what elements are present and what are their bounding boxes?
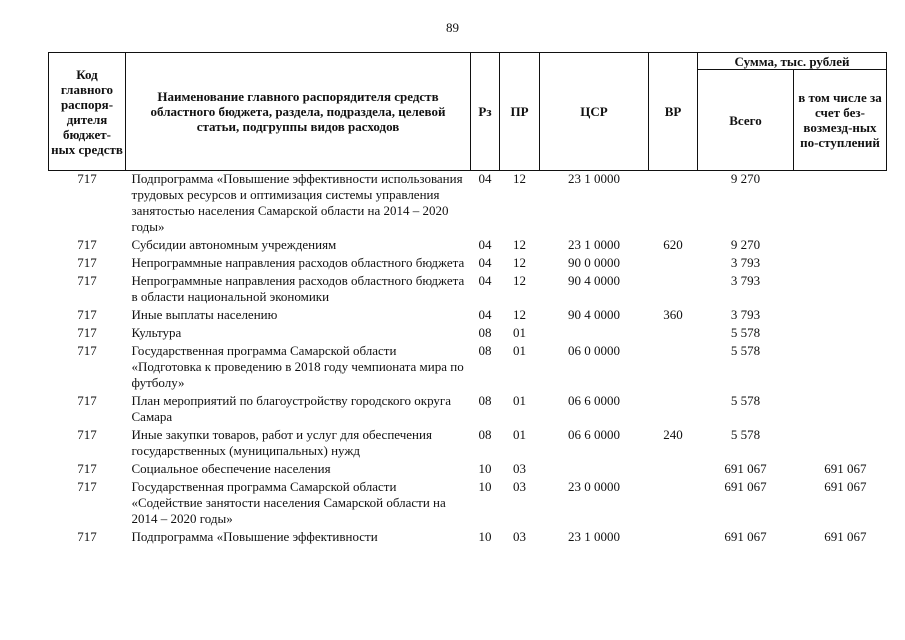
- cell-code: 717: [77, 325, 97, 340]
- cell-csr: 06 6 0000: [568, 393, 620, 408]
- cell-vr: [649, 171, 698, 238]
- cell-code: 717: [77, 255, 97, 270]
- cell-csr: 23 0 0000: [568, 479, 620, 494]
- cell-total: 5 578: [730, 325, 761, 340]
- cell-name: Подпрограмма «Повышение эффективности использования трудовых ресурсов и оптимизация системы управления занятостью населения Самарской области на 2014 – 2020 годы»: [131, 171, 463, 234]
- cell-name: Иные выплаты населению: [131, 307, 278, 322]
- cell-free: [794, 237, 887, 255]
- cell-code: 717: [77, 307, 97, 322]
- header-pr: ПР: [500, 53, 540, 171]
- cell-vr: [649, 393, 698, 427]
- header-code: Код главного распоря-дителя бюджет-ных средств: [49, 53, 126, 171]
- table-row: [49, 343, 887, 393]
- cell-csr: 23 1 0000: [568, 237, 620, 252]
- cell-name: Субсидии автономным учреждениям: [131, 237, 337, 252]
- cell-pr: 01: [513, 393, 526, 408]
- cell-free: [794, 273, 887, 307]
- header-name: Наименование главного распорядителя средств областного бюджета, раздела, подраздела, целевой статьи, подгруппы видов расходов: [126, 53, 471, 171]
- cell-code: 717: [77, 479, 97, 494]
- table-row: [49, 237, 887, 255]
- cell-vr: 240: [663, 427, 683, 442]
- budget-table: [48, 52, 887, 547]
- cell-vr: 620: [663, 237, 683, 252]
- cell-free: [794, 343, 887, 393]
- cell-total: 691 067: [724, 529, 767, 544]
- cell-csr: 23 1 0000: [568, 529, 620, 544]
- cell-name: Культура: [131, 325, 182, 340]
- cell-total: 3 793: [730, 307, 761, 322]
- cell-rz: 08: [478, 427, 492, 442]
- cell-rz: 10: [478, 479, 492, 494]
- cell-free: [794, 393, 887, 427]
- cell-pr: 12: [513, 273, 526, 288]
- cell-rz: 10: [478, 461, 492, 476]
- cell-free: [794, 427, 887, 461]
- cell-pr: 12: [513, 307, 526, 322]
- cell-total: 9 270: [730, 171, 761, 186]
- cell-pr: 12: [513, 255, 526, 270]
- cell-name: Иные закупки товаров, работ и услуг для обеспечения государственных (муниципальных) нужд: [131, 427, 432, 458]
- cell-total: 691 067: [724, 479, 767, 494]
- cell-pr: 03: [513, 479, 526, 494]
- cell-name: Социальное обеспечение населения: [131, 461, 331, 476]
- header-vr: ВР: [649, 53, 698, 171]
- cell-rz: 04: [478, 171, 492, 186]
- cell-csr: [540, 325, 649, 343]
- cell-name: Государственная программа Самарской области «Подготовка к проведению в 2018 году чемпионата мира по футболу»: [131, 343, 464, 390]
- cell-code: 717: [77, 461, 97, 476]
- cell-csr: 23 1 0000: [568, 171, 620, 186]
- cell-total: 3 793: [730, 273, 761, 288]
- cell-total: 5 578: [730, 343, 761, 358]
- cell-total: 691 067: [724, 461, 767, 476]
- cell-rz: 10: [478, 529, 492, 544]
- cell-csr: [540, 461, 649, 479]
- cell-rz: 04: [478, 255, 492, 270]
- cell-rz: 04: [478, 273, 492, 288]
- cell-total: 5 578: [730, 393, 761, 408]
- cell-name: Подпрограмма «Повышение эффективности: [131, 529, 378, 544]
- cell-csr: 06 6 0000: [568, 427, 620, 442]
- table-row: [49, 427, 887, 461]
- cell-vr: [649, 479, 698, 529]
- cell-vr: [649, 343, 698, 393]
- page-number: 89: [446, 20, 459, 35]
- cell-free: 691 067: [824, 461, 867, 476]
- cell-rz: 04: [478, 307, 492, 322]
- cell-rz: 08: [478, 343, 492, 358]
- cell-vr: [649, 273, 698, 307]
- cell-pr: 03: [513, 461, 526, 476]
- table-row: [49, 171, 887, 238]
- cell-code: 717: [77, 427, 97, 442]
- table-row: [49, 393, 887, 427]
- header-free: в том числе за счет без-возмезд-ных по-ступлений: [794, 70, 887, 171]
- cell-code: 717: [77, 529, 97, 544]
- cell-csr: 90 4 0000: [568, 307, 620, 322]
- cell-csr: 90 4 0000: [568, 273, 620, 288]
- cell-total: 5 578: [730, 427, 761, 442]
- cell-name: Государственная программа Самарской области «Содействие занятости населения Самарской области на 2014 – 2020 годы»: [131, 479, 446, 526]
- cell-pr: 01: [513, 427, 526, 442]
- cell-pr: 01: [513, 343, 526, 358]
- cell-free: 691 067: [824, 529, 867, 544]
- table-row: [49, 273, 887, 307]
- cell-free: 691 067: [824, 479, 867, 494]
- table-row: [49, 461, 887, 479]
- cell-csr: 06 0 0000: [568, 343, 620, 358]
- header-total: Всего: [698, 70, 794, 171]
- cell-free: [794, 171, 887, 238]
- cell-pr: 12: [513, 237, 526, 252]
- cell-vr: [649, 461, 698, 479]
- cell-pr: 03: [513, 529, 526, 544]
- table-body: [49, 171, 887, 548]
- header-rz: Рз: [471, 53, 500, 171]
- cell-pr: 01: [513, 325, 526, 340]
- table-header: [49, 53, 887, 171]
- cell-vr: [649, 255, 698, 273]
- cell-code: 717: [77, 237, 97, 252]
- cell-total: 9 270: [730, 237, 761, 252]
- cell-vr: 360: [663, 307, 683, 322]
- cell-pr: 12: [513, 171, 526, 186]
- cell-name: План мероприятий по благоустройству городского округа Самара: [131, 393, 451, 424]
- cell-rz: 04: [478, 237, 492, 252]
- cell-name: Непрограммные направления расходов областного бюджета в области национальной экономики: [131, 273, 465, 304]
- cell-free: [794, 255, 887, 273]
- cell-rz: 08: [478, 393, 492, 408]
- table-row: [49, 479, 887, 529]
- header-sum: Сумма, тыс. рублей: [698, 53, 887, 70]
- table-row: [49, 255, 887, 273]
- cell-code: 717: [77, 273, 97, 288]
- cell-name: Непрограммные направления расходов областного бюджета: [131, 255, 465, 270]
- cell-free: [794, 325, 887, 343]
- cell-code: 717: [77, 343, 97, 358]
- cell-rz: 08: [478, 325, 492, 340]
- cell-free: [794, 307, 887, 325]
- table-row: [49, 307, 887, 325]
- cell-total: 3 793: [730, 255, 761, 270]
- cell-code: 717: [77, 393, 97, 408]
- table-row: [49, 325, 887, 343]
- cell-code: 717: [77, 171, 97, 186]
- table-row: [49, 529, 887, 547]
- cell-vr: [649, 529, 698, 547]
- header-csr: ЦСР: [540, 53, 649, 171]
- cell-vr: [649, 325, 698, 343]
- cell-csr: 90 0 0000: [568, 255, 620, 270]
